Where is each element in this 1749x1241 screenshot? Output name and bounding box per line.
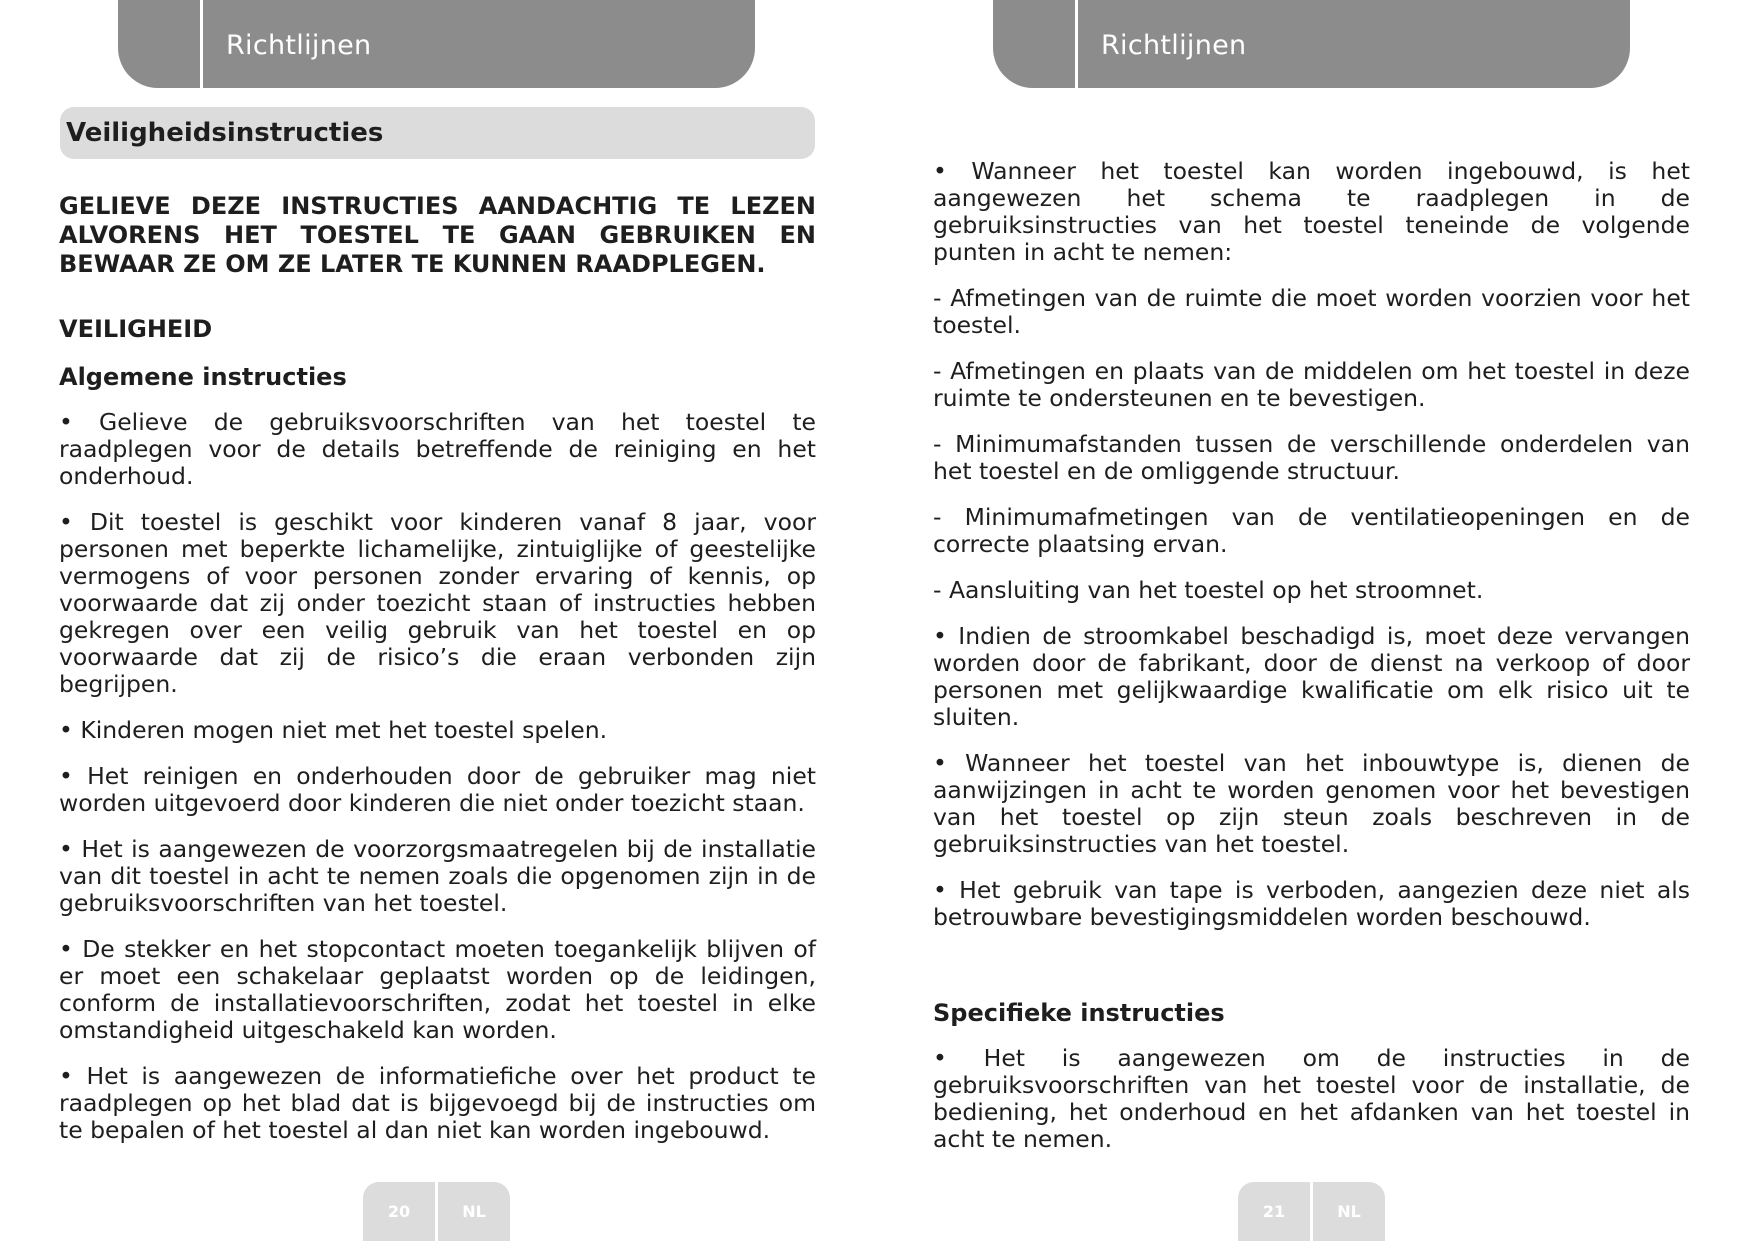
- paragraph: - Minimumafmetingen van de ventilatieopeningen en de correcte plaatsing ervan.: [933, 503, 1690, 558]
- paragraph: - Minimumafstanden tussen de verschillende onderdelen van het toestel en de omliggende structuur.: [933, 430, 1690, 485]
- language-code: NL: [462, 1202, 486, 1221]
- warning-text: GELIEVE DEZE INSTRUCTIES AANDACHTIG TE LEZEN ALVORENS HET TOESTEL TE GAAN GEBRUIKEN EN BEWAAR ZE OM ZE LATER TE KUNNEN RAADPLEGEN.: [59, 192, 816, 278]
- paragraph: • Dit toestel is geschikt voor kinderen vanaf 8 jaar, voor personen met beperkte lichamelijke, zintuiglijke of geestelijke vermogens of voor personen zonder ervaring of kennis, op voorwaarde dat zij onder toezicht staan of instructies hebben gekregen over een veilig gebruik van het toestel en op voorwaarde dat zij de risico’s die eraan verbonden zijn begrijpen.: [59, 508, 816, 698]
- right-page: [875, 0, 1749, 1241]
- paragraph: • Het reinigen en onderhouden door de gebruiker mag niet worden uitgevoerd door kinderen die niet onder toezicht staan.: [59, 762, 816, 817]
- paragraph: • Het gebruik van tape is verboden, aangezien deze niet als betrouwbare bevestigingsmiddelen worden beschouwd.: [933, 876, 1690, 931]
- paragraph: - Aansluiting van het toestel op het stroomnet.: [933, 576, 1484, 604]
- paragraph: - Afmetingen en plaats van de middelen om het toestel in deze ruimte te ondersteunen en te bevestigen.: [933, 357, 1690, 412]
- page-number: 20: [387, 1202, 411, 1221]
- header-title: Richtlijnen: [1101, 30, 1247, 61]
- page-number: 21: [1262, 1202, 1286, 1221]
- paragraph: • Gelieve de gebruiksvoorschriften van het toestel te raadplegen voor de details betreffende de reiniging en het onderhoud.: [59, 408, 816, 490]
- paragraph: • Wanneer het toestel van het inbouwtype is, dienen de aanwijzingen in acht te worden genomen voor het bevestigen van het toestel op zijn steun zoals beschreven in de gebruiksinstructies van het toestel.: [933, 749, 1690, 858]
- paragraph: • Het is aangewezen de voorzorgsmaatregelen bij de installatie van dit toestel in acht te nemen zoals die opgenomen zijn in de gebruiksvoorschriften van het toestel.: [59, 835, 816, 917]
- header-divider: [200, 0, 203, 88]
- paragraph: • Wanneer het toestel kan worden ingebouwd, is het aangewezen het schema te raadplegen in de gebruiksinstructies van het toestel teneinde de volgende punten in acht te nemen:: [933, 157, 1690, 266]
- page-footer-tab: [1238, 1182, 1385, 1241]
- paragraph: • De stekker en het stopcontact moeten toegankelijk blijven of er moet een schakelaar geplaatst worden op de leidingen, conform de installatievoorschriften, zodat het toestel in elke omstandigheid uitgeschakeld kan worden.: [59, 935, 816, 1044]
- paragraph: • Indien de stroomkabel beschadigd is, moet deze vervangen worden door de fabrikant, door de dienst na verkoop of door personen met gelijkwaardige kwalificatie om elk risico uit te sluiten.: [933, 622, 1690, 731]
- language-code: NL: [1337, 1202, 1361, 1221]
- page-header-tab: [993, 0, 1630, 88]
- header-divider: [1075, 0, 1078, 88]
- section-title: Veiligheidsinstructies: [66, 118, 384, 148]
- paragraph: • Het is aangewezen de informatiefiche over het product te raadplegen op het blad dat is bijgevoegd bij de instructies om te bepalen of het toestel al dan niet kan worden ingebouwd.: [59, 1062, 816, 1144]
- left-page-content: [59, 192, 816, 1163]
- heading-general-instructions: Algemene instructies: [59, 363, 347, 391]
- page-header-tab: [118, 0, 755, 88]
- section-title-bar: [60, 107, 815, 159]
- paragraph: - Afmetingen van de ruimte die moet worden voorzien voor het toestel.: [933, 284, 1690, 339]
- heading-specific-instructions: Specifieke instructies: [933, 999, 1225, 1027]
- header-title: Richtlijnen: [226, 30, 372, 61]
- paragraph: • Kinderen mogen niet met het toestel spelen.: [59, 716, 608, 744]
- paragraph: • Het is aangewezen om de instructies in de gebruiksvoorschriften van het toestel voor de installatie, de bediening, het onderhoud en het afdanken van het toestel in acht te nemen.: [933, 1044, 1690, 1153]
- left-page: [0, 0, 874, 1241]
- heading-safety: VEILIGHEID: [59, 315, 213, 343]
- page-footer-tab: [363, 1182, 510, 1241]
- right-page-content: [933, 158, 1690, 1172]
